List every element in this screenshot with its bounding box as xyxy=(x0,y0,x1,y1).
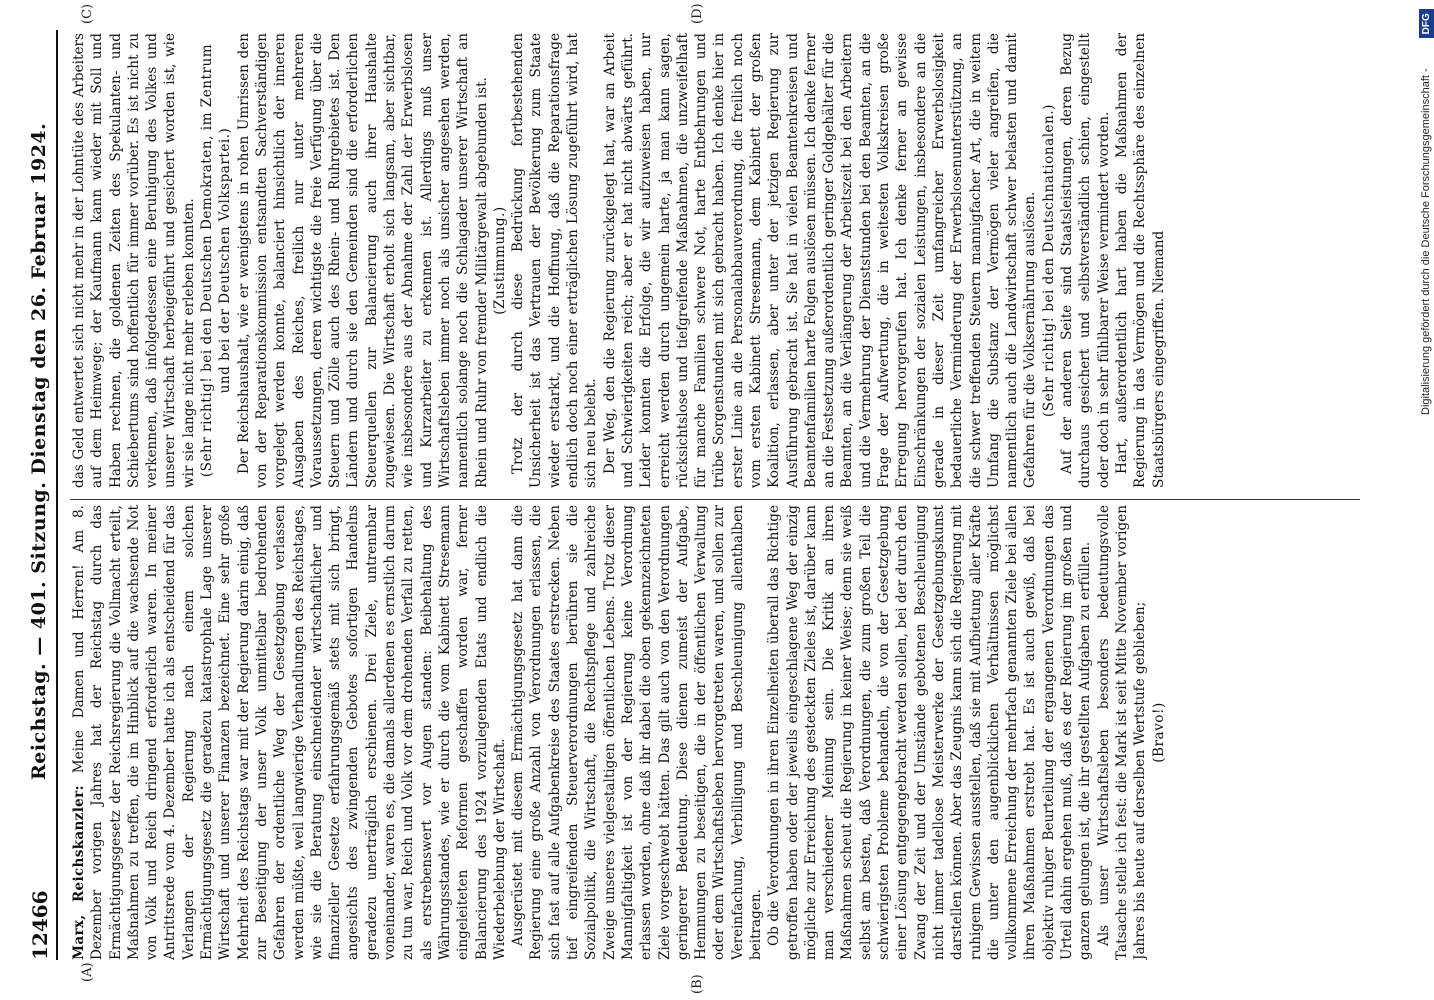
margin-marker-b: (B) xyxy=(690,974,705,994)
margin-marker-a: (A) xyxy=(80,962,95,982)
page-number: 12466 xyxy=(28,890,52,960)
margin-marker-c: (C) xyxy=(80,3,95,24)
paragraph-text: Meine Damen und Herren! Am 8. Dezember vorigen Jahres hat der Reichstag durch das Ermächtigungsgesetz der Reichsregierung die Vollmacht erteilt, Maßnahmen zu treffen, die im Hinblick auf die wachsende Not von Volk und Reich dringend erforderlich waren. In meiner Antrittsrede vom 4. Dezember hatte ich als entscheidend für das Verlangen der Regierung nach einem solchen Ermächtigungsgesetz die geradezu katastrophale Lage unserer Wirtschaft und unserer Finanzen bezeichnet. Eine sehr große Mehrheit des Reichstags war mit der Regierung darin einig, daß zur Beseitigung der unser Volk unmittelbar bedrohenden Gefahren der ordentliche Weg der Gesetzgebung verlassen werden müßte, weil langwierige Verhandlungen des Reichstages, wie sie die Beratung einschneidender wirtschaftlicher und finanzieller Gesetze erfahrungsgemäß stets mit sich bringt, angesichts des zwingenden Gebotes sofortigen Handelns geradezu unerträglich erschienen. Drei Ziele, untrennbar voneinander, waren es, die damals allerdenen es ernstlich darum zu tun war, Reich und Volk vor dem drohenden Verfall zu retten, als erstrebenswert vor Augen standen: Beibehaltung des Währungsstandes, wie er durch die vom Kabinett Stresemann eingeleiteten Reformen geschaffen worden war, ferner Balancierung des 1924 vorzulegenden Etats und endlich die Wiederbelebung der Wirtschaft. xyxy=(71,505,508,960)
paragraph: Trotz der durch diese Bedrückung fortbestehenden Unsicherheit ist das Vertrauen der Bevölkerung zum Staate wieder erstarkt, und die Hoffnung, daß die Reparationsfrage endlich doch noch einer erträglichen Lösung zugeführt wird, hat sich neu belebt. xyxy=(510,33,600,488)
paragraph xyxy=(70,505,509,960)
paragraph: Der Reichshaushalt, wie er wenigstens in rohen Umrissen den von der Reparationskommission entsandten Sachverständigen vorgelegt werden konnte, balanciert hinsichtlich der inneren Ausgaben des Reiches, freilich nur unter mehreren Voraussetzungen, deren wichtigste die freie Verfügung über die Steuern und Zölle auch des Rhein- und Ruhrgebietes ist. Den Ländern und durch sie den Gemeinden sind die erforderlichen Steuerquellen zur Balancierung auch ihrer Haushalte zugewiesen. Die Wirtschaft erholt sich langsam, aber sichtbar, wie insbesondere aus der Abnahme der Zahl der Erwerbslosen und Kurzarbeiter zu erkennen ist. Allerdings muß unser Wirtschaftsleben immer noch als unsicher angesehen werden, namentlich solange noch die Schlagader unserer Wirtschaft an Rhein und Ruhr von fremder Militärgewalt abgebunden ist. xyxy=(235,33,490,488)
interjection: (Sehr richtig! bei den Deutschnationalen.) xyxy=(1040,104,1057,417)
page-header xyxy=(22,30,58,960)
paragraph: Hart, außerordentlich hart haben die Maßnahmen der Regierung in das Vermögen und die Rechtssphäre des einzelnen Staatsbürgers eingegriffen. Niemand xyxy=(1113,33,1167,488)
paragraph: Ob die Verordnungen in ihren Einzelheiten überall das Richtige getroffen haben oder der jeweils eingeschlagene Weg der einzig mögliche zur Erreichung des gesteckten Zieles ist, darüber kann man verschiedener Meinung sein. Die Kritik an ihren Maßnahmen scheut die Regierung in keiner Weise; denn sie weiß selbst am besten, daß Verordnungen, die zum großen Teil die schwierigsten Probleme behandeln, die von der Gesetzgebung einer Lösung entgegengebracht werden sollen, bei der durch den Zwang der Zeit und der Umstände gebotenen Beschleunigung nicht immer tadellose Meisterwerke der Gesetzgebungskunst darstellen können. Aber das Zeugnis kann sich die Regierung mit ruhigem Gewissen ausstellen, daß sie mit Aufbietung aller Kräfte die unter den augenblicklichen Verhältnissen möglichst vollkommene Erreichung der mehrfach genannten Ziele bei allen ihren Maßnahmen erstrebt hat. Es ist auch gewiß, daß bei objektiv ruhiger Beurteilung der ergangenen Verordnungen das Urteil dahin ergehen muß, daß es der Regierung im großen und ganzen gelungen ist, die ihr gestellten Aufgaben zu erfüllen. xyxy=(766,505,1094,960)
margin-marker-d: (D) xyxy=(690,3,705,24)
paragraph: Als unser Wirtschaftsleben besonders bedeutungsvolle Tatsache stelle ich fest: die Mark ist seit Mitte November vorigen Jahres bis heute auf derselben Wertstufe geblieben; xyxy=(1095,505,1149,960)
column-divider xyxy=(70,499,1360,500)
interjection: (Sehr richtig! bei den Deutschen Demokraten, im Zentrum und bei der Deutschen Volkspartei.) xyxy=(199,43,234,478)
session-title: Reichstag. — 401. Sitzung. Dienstag den 26. Februar 1924. xyxy=(28,122,50,780)
digitization-credit-text xyxy=(1418,0,1434,1000)
right-column xyxy=(70,33,1360,488)
interjection: (Bravo!) xyxy=(1150,702,1167,763)
paragraph: Ausgerüstet mit diesem Ermächtigungsgesetz hat dann die Regierung eine große Anzahl von Verordnungen erlassen, die sich fast auf alle Aufgabenkreise des Staates erstrecken. Neben tief eingreifenden Steuerverordnungen berühren sie die Sozialpolitik, die Wirtschaft, die Rechtspflege und zahlreiche Zweige unseres vielgestaltigen öffentlichen Lebens. Trotz dieser Mannigfaltigkeit ist von der Regierung keine Verordnung erlassen worden, ohne daß ihr dabei die oben gekennzeichneten Ziele vorgeschwebt hätten. Das gilt auch von den Verordnungen geringerer Bedeutung. Diese dienen zumeist der Aufgabe, Hemmungen zu beseitigen, die in der öffentlichen Verwaltung oder dem Wirtschaftsleben hervorgetreten waren, und sollen zur Vereinfachung, Verbilligung und Beschleunigung allenthalben beitragen. xyxy=(510,505,764,960)
paragraph: Der Weg, den die Regierung zurückgelegt hat, war an Arbeit und Schwierigkeiten reich; aber er hat nicht abwärts geführt. Leider konnten die Erfolge, die wir aufzuweisen haben, nur erreicht werden durch ungemein harte, ja man kann sagen, rücksichtslose und tiefgreifende Maßnahmen, die unzweifelhaft für manche Familien schwere Not, harte Entbehrungen und trübe Sorgenstunden mit sich gebracht haben. Ich denke hier in erster Linie an die Personalabbauverordnung, die freilich noch vom ersten Kabinett Stresemann, dem Kabinett der großen Koalition, erlassen, aber unter der jetzigen Regierung zur Ausführung gebracht ist. Sie hat in vielen Beamtenkreisen und Beamtenfamilien harte Folgen auslösen müssen. Ich denke ferner an die Festsetzung außerordentlich geringer Goldgehälter für die Beamten, an die Verlängerung der Arbeitszeit bei den Arbeitern und die Vermehrung der Dienststunden bei den Beamten, an die Frage der Aufwertung, die in weitesten Volkskreisen große Erregung hervorgerufen hat. Ich denke ferner an gewisse Einschränkungen der sozialen Leistungen, insbesondere an die gerade in dieser Zeit umfangreicher Erwerbslosigkeit bedauerliche Verminderung der Erwerbslosenunterstützung, an die schwer treffenden Steuern mannigfacher Art, die in weitem Umfang die Substanz der Vermögen vieler angreifen, die namentlich auch die Landwirtschaft schwer belasten und damit Gefahren für die Volksernährung auslösen. xyxy=(601,33,1039,488)
digitization-credit xyxy=(1418,0,1434,1000)
paragraph: das Geld entwertet sich nicht mehr in der Lohntüte des Arbeiters auf dem Heimwege; der Kaufmann kann wieder mit Soll und Haben rechnen, die goldenen Zeiten des Spekulanten- und Schiebertums sind hoffentlich für immer vorüber. Es ist nicht zu verkennen, daß infolgedessen eine Beruhigung des Volkes und unserer Wirtschaft herbeigeführt und gesichert worden ist, wie wir sie lange nicht mehr erleben konnten. xyxy=(71,33,197,488)
interjection: (Zustimmung.) xyxy=(491,206,508,315)
dfg-logo: DFG xyxy=(1419,9,1434,38)
left-column xyxy=(70,505,1360,960)
paragraph: Auf der anderen Seite sind Staatsleistungen, deren Bezug durchaus gesichert und selbstverständlich schien, eingestellt oder doch in sehr fühlbarer Weise vermindert worden. xyxy=(1059,33,1112,488)
credit-text: Digitalisierung gefördert durch die Deutsche Forschungsgemeinschaft - xyxy=(1420,68,1432,415)
speaker-name: Marx, Reichskanzler: xyxy=(71,785,87,960)
